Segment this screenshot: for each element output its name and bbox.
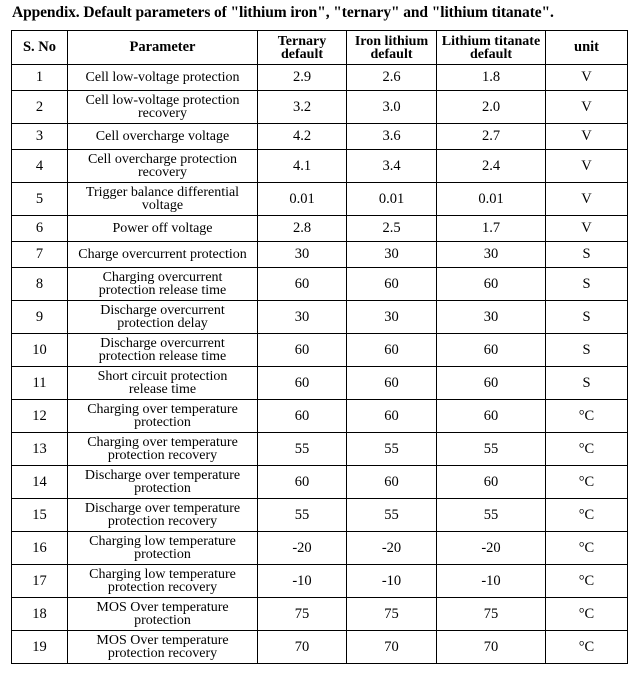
cell-ternary-default: 75 <box>258 598 347 631</box>
table-row <box>12 466 628 499</box>
cell-ternary-default: 60 <box>258 466 347 499</box>
cell-sno: 8 <box>12 268 68 301</box>
cell-parameter <box>68 268 258 301</box>
cell-lithium-titanate-default: 60 <box>437 400 546 433</box>
cell-iron-lithium-default: 60 <box>347 334 437 367</box>
cell-sno: 6 <box>12 216 68 242</box>
table-body <box>12 65 628 664</box>
parameter-text: Discharge overcurrent protection delay <box>100 303 225 331</box>
cell-unit: °C <box>546 433 628 466</box>
cell-parameter <box>68 242 258 268</box>
table-row <box>12 532 628 565</box>
cell-unit: °C <box>546 466 628 499</box>
cell-lithium-titanate-default: 1.8 <box>437 65 546 91</box>
cell-sno: 3 <box>12 124 68 150</box>
cell-ternary-default: -10 <box>258 565 347 598</box>
cell-iron-lithium-default: 3.6 <box>347 124 437 150</box>
cell-unit: °C <box>546 400 628 433</box>
cell-unit: V <box>546 124 628 150</box>
parameter-text: Cell low-voltage protection <box>85 70 240 85</box>
cell-ternary-default: 0.01 <box>258 183 347 216</box>
cell-iron-lithium-default: 55 <box>347 499 437 532</box>
cell-lithium-titanate-default: 75 <box>437 598 546 631</box>
table-row <box>12 301 628 334</box>
header-ternary <box>258 31 347 65</box>
parameter-text: Discharge overcurrent protection release time <box>98 336 227 364</box>
cell-ternary-default: 3.2 <box>258 91 347 124</box>
cell-sno: 1 <box>12 65 68 91</box>
cell-ternary-default: 60 <box>258 268 347 301</box>
cell-lithium-titanate-default: 0.01 <box>437 183 546 216</box>
parameter-text: Cell overcharge voltage <box>95 129 230 144</box>
cell-iron-lithium-default: 0.01 <box>347 183 437 216</box>
cell-parameter <box>68 532 258 565</box>
cell-parameter <box>68 499 258 532</box>
cell-ternary-default: 2.8 <box>258 216 347 242</box>
cell-parameter <box>68 433 258 466</box>
cell-sno: 4 <box>12 150 68 183</box>
cell-unit: S <box>546 242 628 268</box>
cell-unit: V <box>546 91 628 124</box>
header-unit: unit <box>546 31 628 65</box>
cell-parameter <box>68 598 258 631</box>
cell-iron-lithium-default: -20 <box>347 532 437 565</box>
parameter-text: Cell overcharge protection recovery <box>87 152 238 180</box>
cell-parameter <box>68 301 258 334</box>
cell-unit: °C <box>546 598 628 631</box>
cell-iron-lithium-default: 70 <box>347 631 437 664</box>
cell-unit: °C <box>546 565 628 598</box>
cell-sno: 2 <box>12 91 68 124</box>
cell-ternary-default: 4.1 <box>258 150 347 183</box>
parameter-text: MOS Over temperature protection <box>96 600 229 628</box>
table-row <box>12 334 628 367</box>
cell-parameter <box>68 631 258 664</box>
cell-ternary-default: -20 <box>258 532 347 565</box>
cell-iron-lithium-default: 2.5 <box>347 216 437 242</box>
cell-iron-lithium-default: 60 <box>347 466 437 499</box>
cell-unit: V <box>546 216 628 242</box>
parameter-text: Cell low-voltage protection recovery <box>85 93 240 121</box>
header-iron-text: Iron lithium default <box>354 33 429 62</box>
cell-iron-lithium-default: 3.4 <box>347 150 437 183</box>
table-row <box>12 367 628 400</box>
table-row <box>12 242 628 268</box>
cell-ternary-default: 30 <box>258 242 347 268</box>
cell-sno: 7 <box>12 242 68 268</box>
parameter-text: Trigger balance differential voltage <box>85 185 240 213</box>
cell-unit: V <box>546 65 628 91</box>
cell-iron-lithium-default: 60 <box>347 400 437 433</box>
cell-lithium-titanate-default: 30 <box>437 242 546 268</box>
table-row <box>12 150 628 183</box>
cell-sno: 12 <box>12 400 68 433</box>
table-row <box>12 499 628 532</box>
header-parameter: Parameter <box>68 31 258 65</box>
cell-sno: 9 <box>12 301 68 334</box>
cell-parameter <box>68 466 258 499</box>
header-row <box>12 31 628 65</box>
table-row <box>12 433 628 466</box>
cell-parameter <box>68 367 258 400</box>
table-header <box>12 31 628 65</box>
cell-unit: V <box>546 183 628 216</box>
cell-lithium-titanate-default: 2.7 <box>437 124 546 150</box>
cell-unit: S <box>546 301 628 334</box>
parameter-text: Discharge over temperature protection recovery <box>84 501 241 529</box>
cell-iron-lithium-default: -10 <box>347 565 437 598</box>
cell-parameter <box>68 91 258 124</box>
cell-unit: °C <box>546 499 628 532</box>
cell-sno: 14 <box>12 466 68 499</box>
cell-sno: 19 <box>12 631 68 664</box>
parameter-text: Charge overcurrent protection <box>78 247 247 262</box>
table-row <box>12 91 628 124</box>
table-row <box>12 565 628 598</box>
header-titanate <box>437 31 546 65</box>
cell-ternary-default: 70 <box>258 631 347 664</box>
cell-lithium-titanate-default: -10 <box>437 565 546 598</box>
cell-sno: 13 <box>12 433 68 466</box>
cell-iron-lithium-default: 3.0 <box>347 91 437 124</box>
cell-ternary-default: 55 <box>258 433 347 466</box>
parameter-text: Power off voltage <box>112 221 213 236</box>
parameter-text: Short circuit protection release time <box>97 369 228 397</box>
table-row <box>12 124 628 150</box>
parameter-text: Charging over temperature protection <box>87 402 238 430</box>
table-row <box>12 183 628 216</box>
document-title: Appendix. Default parameters of "lithium iron", "ternary" and "lithium titanate". <box>12 4 554 21</box>
cell-parameter <box>68 124 258 150</box>
cell-ternary-default: 30 <box>258 301 347 334</box>
cell-lithium-titanate-default: 55 <box>437 433 546 466</box>
cell-lithium-titanate-default: 60 <box>437 334 546 367</box>
parameter-text: Charging overcurrent protection release time <box>98 270 227 298</box>
cell-sno: 10 <box>12 334 68 367</box>
cell-parameter <box>68 65 258 91</box>
cell-unit: V <box>546 150 628 183</box>
cell-lithium-titanate-default: 2.0 <box>437 91 546 124</box>
cell-lithium-titanate-default: 55 <box>437 499 546 532</box>
header-sno: S. No <box>12 31 68 65</box>
header-iron <box>347 31 437 65</box>
cell-unit: S <box>546 367 628 400</box>
parameter-text: Charging low temperature protection recovery <box>89 567 236 595</box>
cell-ternary-default: 60 <box>258 334 347 367</box>
table-row <box>12 268 628 301</box>
table-row <box>12 598 628 631</box>
cell-parameter <box>68 400 258 433</box>
cell-sno: 5 <box>12 183 68 216</box>
header-titanate-text: Lithium titanate default <box>441 33 541 62</box>
cell-unit: S <box>546 268 628 301</box>
cell-sno: 11 <box>12 367 68 400</box>
cell-ternary-default: 60 <box>258 400 347 433</box>
cell-sno: 16 <box>12 532 68 565</box>
cell-iron-lithium-default: 60 <box>347 367 437 400</box>
parameter-text: MOS Over temperature protection recovery <box>96 633 229 661</box>
cell-lithium-titanate-default: 60 <box>437 367 546 400</box>
cell-lithium-titanate-default: 2.4 <box>437 150 546 183</box>
cell-parameter <box>68 183 258 216</box>
cell-iron-lithium-default: 75 <box>347 598 437 631</box>
cell-parameter <box>68 150 258 183</box>
cell-lithium-titanate-default: 60 <box>437 466 546 499</box>
cell-ternary-default: 4.2 <box>258 124 347 150</box>
cell-lithium-titanate-default: 60 <box>437 268 546 301</box>
table-row <box>12 65 628 91</box>
cell-unit: S <box>546 334 628 367</box>
cell-parameter <box>68 216 258 242</box>
cell-ternary-default: 2.9 <box>258 65 347 91</box>
cell-iron-lithium-default: 30 <box>347 301 437 334</box>
cell-iron-lithium-default: 2.6 <box>347 65 437 91</box>
table-row <box>12 631 628 664</box>
cell-sno: 17 <box>12 565 68 598</box>
parameter-text: Charging low temperature protection <box>89 534 236 562</box>
cell-sno: 15 <box>12 499 68 532</box>
cell-parameter <box>68 565 258 598</box>
cell-lithium-titanate-default: -20 <box>437 532 546 565</box>
cell-lithium-titanate-default: 1.7 <box>437 216 546 242</box>
cell-parameter <box>68 334 258 367</box>
parameter-text: Discharge over temperature protection <box>84 468 241 496</box>
table-row <box>12 400 628 433</box>
cell-lithium-titanate-default: 30 <box>437 301 546 334</box>
cell-sno: 18 <box>12 598 68 631</box>
header-ternary-text: Ternary default <box>277 33 327 62</box>
cell-iron-lithium-default: 60 <box>347 268 437 301</box>
cell-iron-lithium-default: 30 <box>347 242 437 268</box>
cell-iron-lithium-default: 55 <box>347 433 437 466</box>
parameters-table <box>11 30 628 664</box>
cell-lithium-titanate-default: 70 <box>437 631 546 664</box>
cell-unit: °C <box>546 532 628 565</box>
table-row <box>12 216 628 242</box>
cell-ternary-default: 60 <box>258 367 347 400</box>
parameter-text: Charging over temperature protection recovery <box>87 435 238 463</box>
cell-unit: °C <box>546 631 628 664</box>
cell-ternary-default: 55 <box>258 499 347 532</box>
